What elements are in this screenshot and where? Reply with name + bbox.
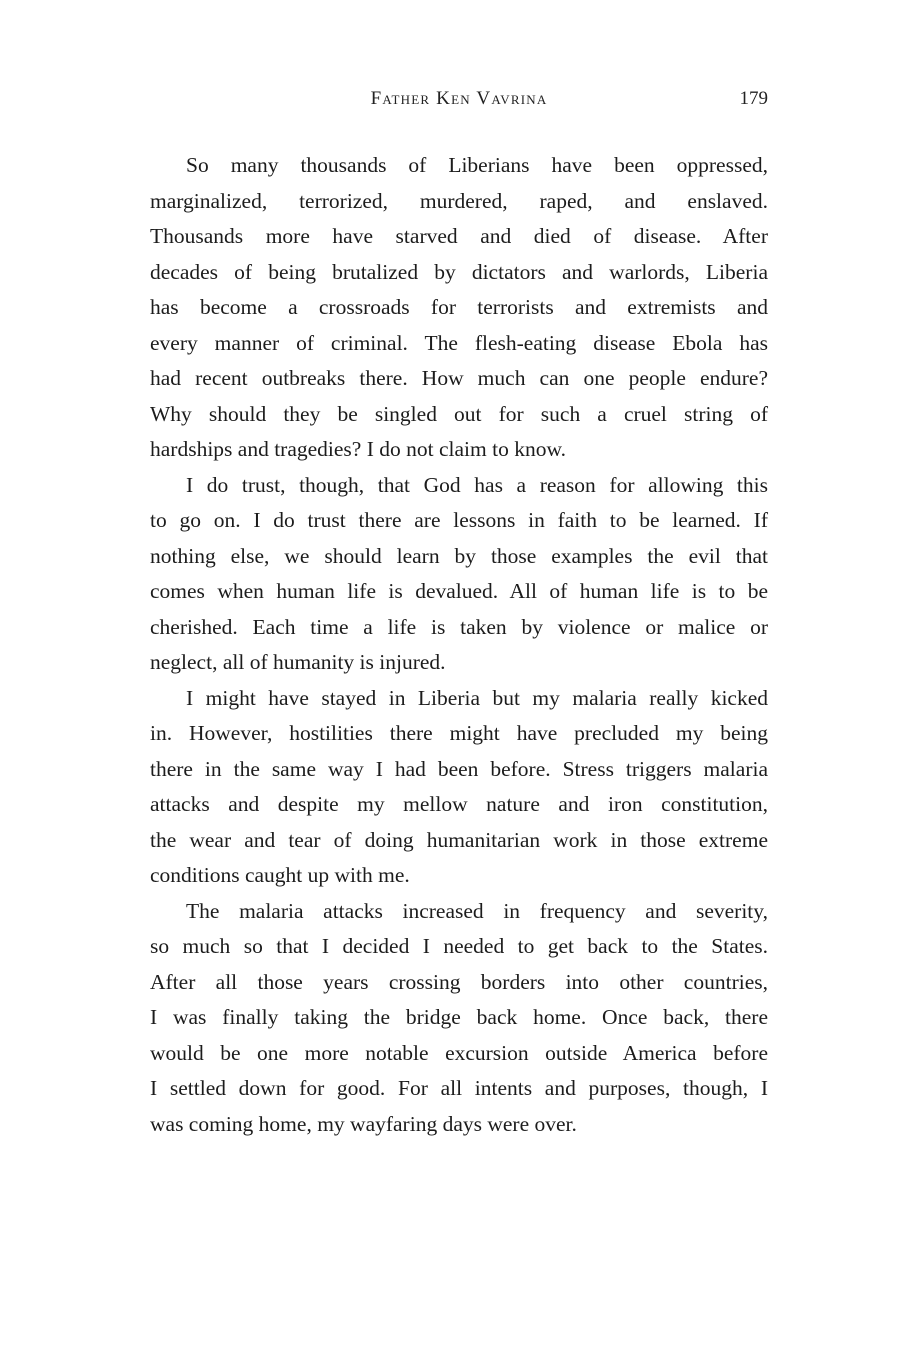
text-line: was coming home, my wayfaring days were over. <box>150 1111 577 1136</box>
page-number: 179 <box>739 88 768 109</box>
running-title: Father Ken Vavrina <box>370 88 548 109</box>
text-line: I was finally taking the bridge back home. Once back, there <box>150 1005 768 1029</box>
text-line: I might have stayed in Liberia but my malaria really kicked <box>186 685 768 710</box>
text-line: there in the same way I had been before. Stress triggers malaria <box>150 756 768 781</box>
text-line: comes when human life is devalued. All of human life is to be <box>150 579 768 603</box>
text-line: the wear and tear of doing humanitarian work in those extreme <box>150 827 768 852</box>
text-line: so much so that I decided I needed to get back to the States. <box>150 934 768 958</box>
text-line: has become a crossroads for terrorists and extremists and <box>150 295 768 319</box>
text-line: nothing else, we should learn by those examples the evil that <box>150 543 768 568</box>
text-line: Thousands more have starved and died of disease. After <box>150 224 768 248</box>
text-line: every manner of criminal. The flesh-eating disease Ebola has <box>150 330 768 355</box>
text-line: conditions caught up with me. <box>150 863 410 887</box>
text-line: cherished. Each time a life is taken by violence or malice or <box>150 614 768 639</box>
running-header <box>150 88 768 110</box>
text-line: attacks and despite my mellow nature and iron constitution, <box>150 792 768 816</box>
paragraph <box>150 468 768 681</box>
paragraph <box>150 681 768 894</box>
text-line: in. However, hostilities there might have precluded my being <box>150 721 768 745</box>
text-line: I do trust, though, that God has a reason for allowing this <box>186 472 768 497</box>
text-line: Why should they be singled out for such a cruel string of <box>150 401 768 426</box>
text-line: neglect, all of humanity is injured. <box>150 650 446 674</box>
page-body <box>150 148 768 1142</box>
text-line: The malaria attacks increased in frequency and severity, <box>186 898 768 923</box>
paragraph <box>150 894 768 1143</box>
text-column <box>150 88 768 1142</box>
text-line: hardships and tragedies? I do not claim to know. <box>150 437 566 461</box>
text-line: After all those years crossing borders into other countries, <box>150 969 768 994</box>
text-line: decades of being brutalized by dictators and warlords, Liberia <box>150 259 768 284</box>
text-line: to go on. I do trust there are lessons in faith to be learned. If <box>150 508 768 532</box>
text-line: marginalized, terrorized, murdered, raped, and enslaved. <box>150 188 768 213</box>
text-line: So many thousands of Liberians have been oppressed, <box>186 153 768 177</box>
paragraph <box>150 148 768 468</box>
text-line: had recent outbreaks there. How much can one people endure? <box>150 366 768 390</box>
text-line: would be one more notable excursion outside America before <box>150 1040 768 1065</box>
text-line: I settled down for good. For all intents and purposes, though, I <box>150 1076 768 1100</box>
